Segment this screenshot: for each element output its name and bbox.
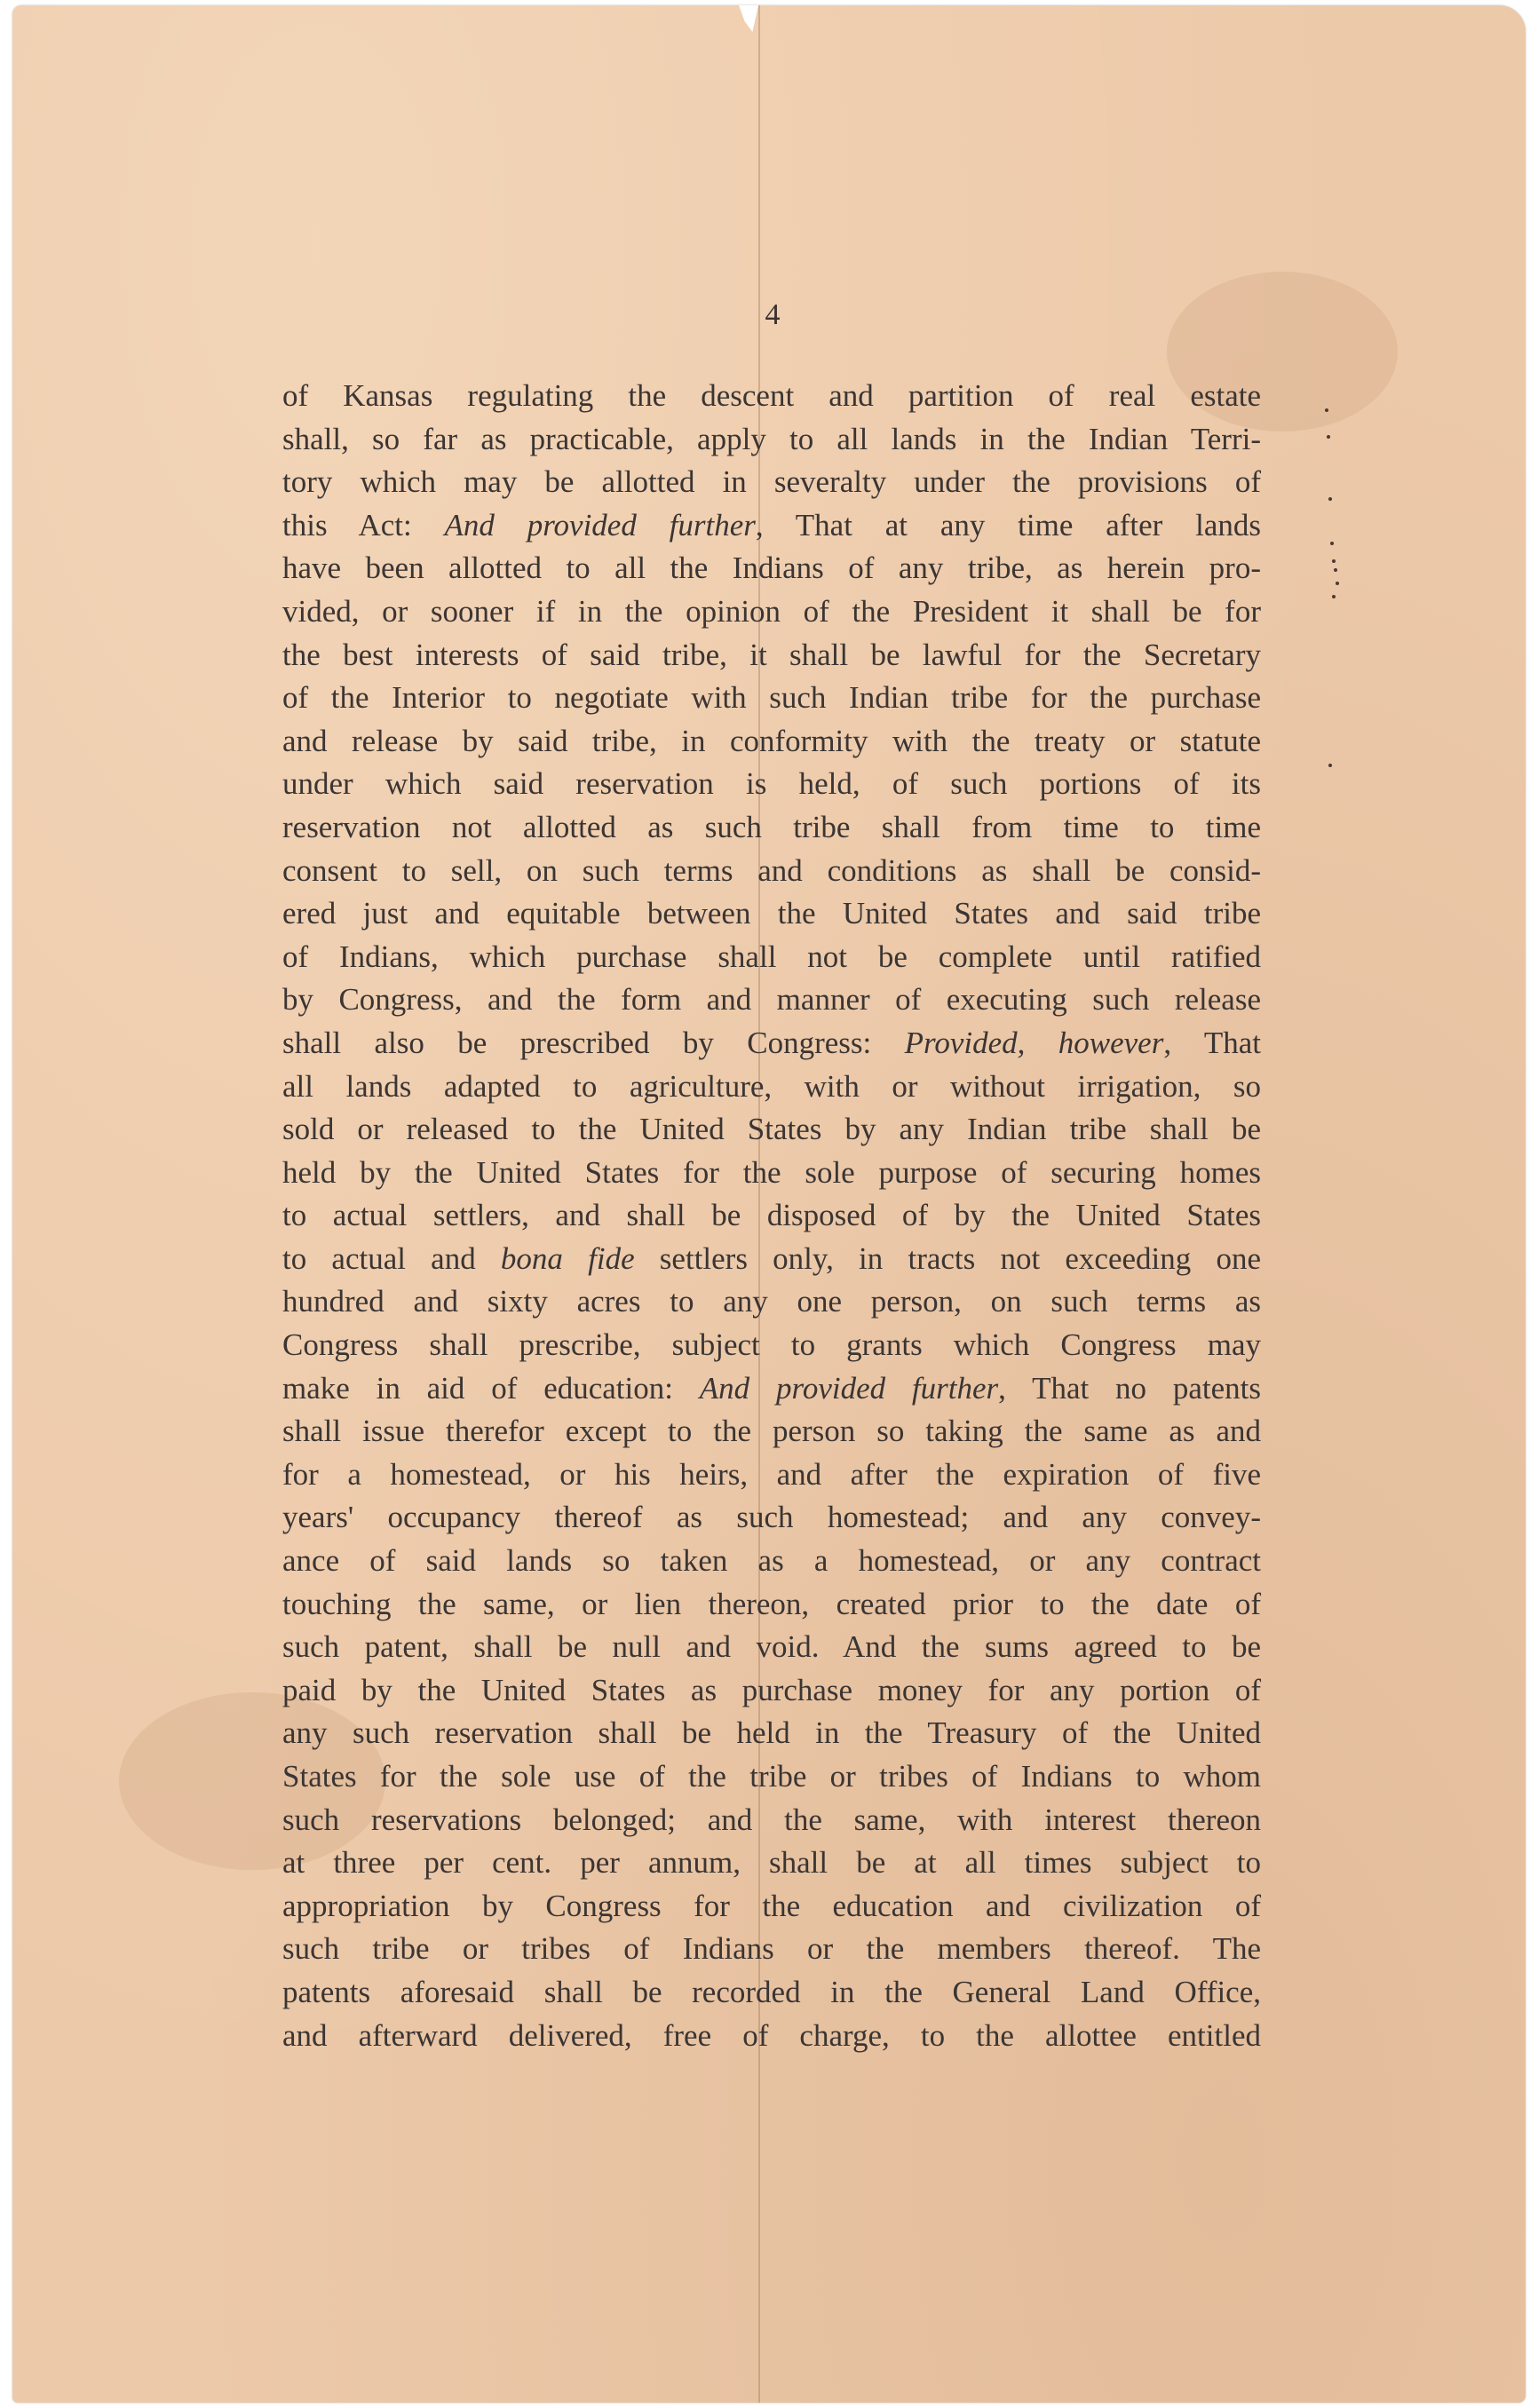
text-line: ance of said lands so taken as a homestead, or any contract	[282, 1543, 1261, 1579]
text-line: paid by the United States as purchase money for any portion of	[282, 1672, 1261, 1707]
text-line: touching the same, or lien thereon, created prior to the date of	[282, 1586, 1261, 1621]
text-line: patents aforesaid shall be recorded in the General Land Office,	[282, 1974, 1261, 2009]
text-line: States for the sole use of the tribe or tribes of Indians to whom	[282, 1759, 1261, 1794]
text-line: shall issue therefor except to the person so taking the same as and	[282, 1414, 1261, 1449]
text-line: and afterward delivered, free of charge, to the allottee entitled	[282, 2017, 1261, 2053]
text-line: make in aid of education: And provided further, That no patents	[282, 1370, 1261, 1406]
text-line: to actual and bona fide settlers only, in tracts not exceeding one	[282, 1240, 1261, 1276]
text-line: of Indians, which purchase shall not be complete until ratified	[282, 939, 1261, 974]
text-line: of Kansas regulating the descent and partition of real estate	[282, 378, 1261, 413]
text-line: appropriation by Congress for the education and civilization of	[282, 1888, 1261, 1923]
page-number: 4	[765, 298, 781, 331]
text-line: of the Interior to negotiate with such Indian tribe for the purchase	[282, 680, 1261, 716]
document-body	[282, 375, 1261, 2057]
text-line: the best interests of said tribe, it shall be lawful for the Secretary	[282, 637, 1261, 672]
text-line: hundred and sixty acres to any one person, on such terms as	[282, 1284, 1261, 1319]
text-line: at three per cent. per annum, shall be at all times subject to	[282, 1845, 1261, 1881]
text-line: Congress shall prescribe, subject to grants which Congress may	[282, 1327, 1261, 1363]
top-tear	[739, 5, 758, 32]
margin-marks	[1323, 408, 1350, 799]
text-line: sold or released to the United States by any Indian tribe shall be	[282, 1112, 1261, 1147]
text-line: vided, or sooner if in the opinion of the President it shall be for	[282, 593, 1261, 629]
text-line: to actual settlers, and shall be disposed of by the United States	[282, 1198, 1261, 1233]
text-line: under which said reservation is held, of such portions of its	[282, 766, 1261, 802]
text-line: and release by said tribe, in conformity with the treaty or statute	[282, 723, 1261, 758]
text-line: shall also be prescribed by Congress: Provided, however, That	[282, 1025, 1261, 1060]
text-line: held by the United States for the sole purpose of securing homes	[282, 1154, 1261, 1190]
text-line: years' occupancy thereof as such homestead; and any convey-	[282, 1500, 1261, 1535]
text-line: for a homestead, or his heirs, and after the expiration of five	[282, 1456, 1261, 1492]
text-line: any such reservation shall be held in the Treasury of the United	[282, 1715, 1261, 1751]
text-line: such patent, shall be null and void. And the sums agreed to be	[282, 1629, 1261, 1665]
text-line: consent to sell, on such terms and conditions as shall be consid-	[282, 852, 1261, 888]
text-line: by Congress, and the form and manner of executing such release	[282, 982, 1261, 1018]
text-line: tory which may be allotted in severalty under the provisions of	[282, 464, 1261, 500]
text-line: ered just and equitable between the United States and said tribe	[282, 896, 1261, 931]
text-line: such reservations belonged; and the same, with interest thereon	[282, 1802, 1261, 1837]
text-line: such tribe or tribes of Indians or the members thereof. The	[282, 1931, 1261, 1967]
text-line: this Act: And provided further, That at any time after lands	[282, 507, 1261, 543]
text-line: all lands adapted to agriculture, with or without irrigation, so	[282, 1068, 1261, 1104]
text-line: reservation not allotted as such tribe shall from time to time	[282, 809, 1261, 844]
text-line: have been allotted to all the Indians of any tribe, as herein pro-	[282, 551, 1261, 586]
text-line: shall, so far as practicable, apply to all lands in the Indian Terri-	[282, 421, 1261, 456]
